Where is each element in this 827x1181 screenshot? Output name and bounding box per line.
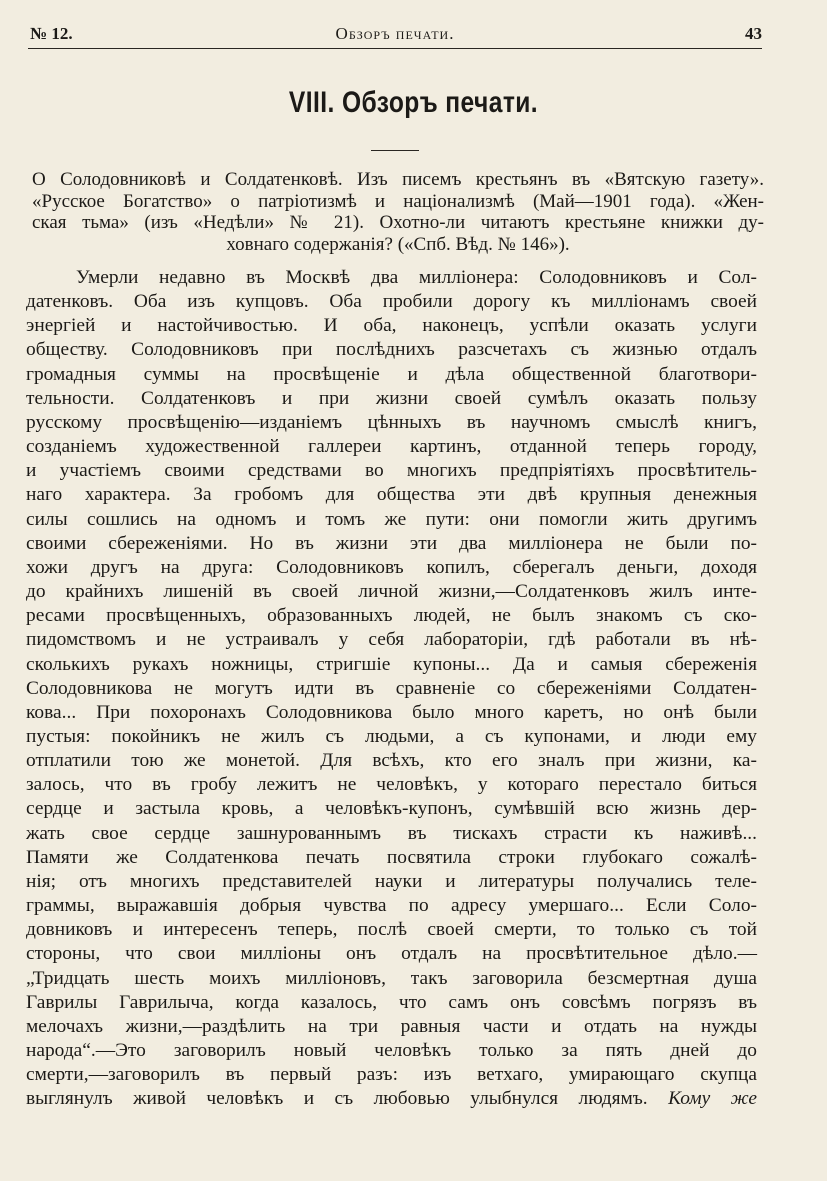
body-line: отплатили тою же монетой. Для всѣхъ, кто его зналъ при жизни, ка- <box>26 750 757 772</box>
body-line: смерти,—заговорилъ въ первый разъ: изъ ветхаго, умирающаго скупца <box>26 1064 757 1086</box>
section-title: VIII. Обзоръ печати. <box>288 86 539 119</box>
running-title: Обзоръ печати. <box>335 24 455 43</box>
body-line: наго характера. За гробомъ для общества эти двѣ крупныя денежныя <box>26 484 757 506</box>
page-header <box>28 20 762 49</box>
body-line: созданіемъ художественной галлереи картинъ, отданной теперь городу, <box>26 436 757 458</box>
summary-line: «Русское Богатство» о патріотизмѣ и націонализмѣ (Май—1901 года). «Жен- <box>32 190 764 212</box>
body-line: нія; отъ многихъ представителей науки и литературы получались теле- <box>26 870 757 892</box>
summary-line: О Солодовниковѣ и Солдатенковѣ. Изъ писемъ крестьянъ въ «Вятскую газету». <box>32 169 764 190</box>
body-line: пустыя: покойникъ не жилъ съ людьми, а съ купонами, и люди ему <box>26 725 757 747</box>
issue-number: № 12. <box>30 24 73 43</box>
body-line: обществу. Солодовниковъ при послѣднихъ разсчетахъ съ жизнью отдалъ <box>26 339 757 361</box>
body-line: кова... При похоронахъ Солодовникова было много каретъ, но онѣ были <box>26 701 757 723</box>
body-line: мелочахъ жизни,—раздѣлить на три равныя части и отдать на нужды <box>26 1015 757 1037</box>
body-line: народа“.—Это заговорилъ новый человѣкъ только за пять дней до <box>26 1040 757 1061</box>
body-line: пидомствомъ и не устраивалъ у себя лабораторіи, гдѣ работали въ нѣ- <box>26 629 757 651</box>
italic-continuation: Кому же <box>668 1088 757 1110</box>
body-line: Памяти же Солдатенкова печать посвятила строки глубокаго сожалѣ- <box>26 846 757 868</box>
section-summary <box>32 169 764 255</box>
summary-line: ская тьма» (изъ «Недѣли» № 21). Охотно-ли читаютъ крестьяне книжки ду- <box>32 212 764 233</box>
article-body <box>26 266 757 1111</box>
body-line: до крайнихъ лишеній въ своей личной жизни,—Солдатенковъ жилъ инте- <box>26 581 757 603</box>
body-line: русскому просвѣщенію—изданіемъ цѣнныхъ въ научномъ смыслѣ книгъ, <box>26 411 757 433</box>
body-line-text: выглянулъ живой человѣкъ и съ любовью улыбнулся людямъ. <box>26 1088 648 1110</box>
body-line: энергіей и настойчивостью. И оба, наконецъ, успѣли оказать услуги <box>26 315 757 337</box>
page-number: 43 <box>745 24 762 43</box>
summary-line: ховнаго содержанія? («Спб. Вѣд. № 146»). <box>226 233 570 255</box>
body-line: стороны, что свои милліоны онъ отдалъ на просвѣтительное дѣло.— <box>26 943 757 965</box>
body-line: тельности. Солдатенковъ и при жизни своей сумѣлъ оказать пользу <box>26 387 757 409</box>
body-line: и участіемъ своими средствами во многихъ предпріятіяхъ просвѣтитель- <box>26 460 757 482</box>
body-line-final <box>26 1087 757 1111</box>
body-line: силы сошлись на одномъ и томъ же пути: они помогли жить другимъ <box>26 508 757 530</box>
body-line: хожи другъ на друга: Солодовниковъ копилъ, сберегалъ деньги, доходя <box>26 556 757 578</box>
body-line: Умерли недавно въ Москвѣ два милліонера: Солодовниковъ и Сол- <box>76 267 757 288</box>
body-line: довниковъ и интересенъ теперь, послѣ своей смерти, то только съ той <box>26 919 757 941</box>
body-line: сколькихъ рукахъ ножницы, стригшіе купоны... Да и самыя сбереженія <box>26 653 757 675</box>
body-line: датенковъ. Оба изъ купцовъ. Оба пробили дорогу къ милліонамъ своей <box>26 291 757 313</box>
title-divider <box>371 150 419 151</box>
body-line: громадныя суммы на просвѣщеніе и дѣла общественной благотвори- <box>26 363 757 385</box>
body-line: своими сбереженіями. Но въ жизни эти два милліонера не были по- <box>26 532 757 554</box>
body-line: ресами просвѣщенныхъ, образованныхъ людей, не былъ знакомъ съ ско- <box>26 605 757 627</box>
body-line: залось, что въ гробу лежитъ не человѣкъ, у котораго перестало биться <box>26 774 757 796</box>
body-line: „Тридцать шесть моихъ милліоновъ, такъ заговорила безсмертная душа <box>26 967 757 989</box>
body-line: жать свое сердце зашнурованнымъ въ тискахъ страсти къ наживѣ... <box>26 822 757 844</box>
body-line: Солодовникова не могутъ идти въ сравненіе со сбереженіями Солдатен- <box>26 677 757 699</box>
body-line: сердце и застыла кровь, а человѣкъ-купонъ, сумѣвшій всю жизнь дер- <box>26 798 757 820</box>
body-line: граммы, выражавшія добрыя чувства по адресу умершаго... Если Соло- <box>26 895 757 917</box>
body-line: Гаврилы Гаврилыча, когда казалось, что самъ онъ совсѣмъ погрязъ въ <box>26 991 757 1013</box>
